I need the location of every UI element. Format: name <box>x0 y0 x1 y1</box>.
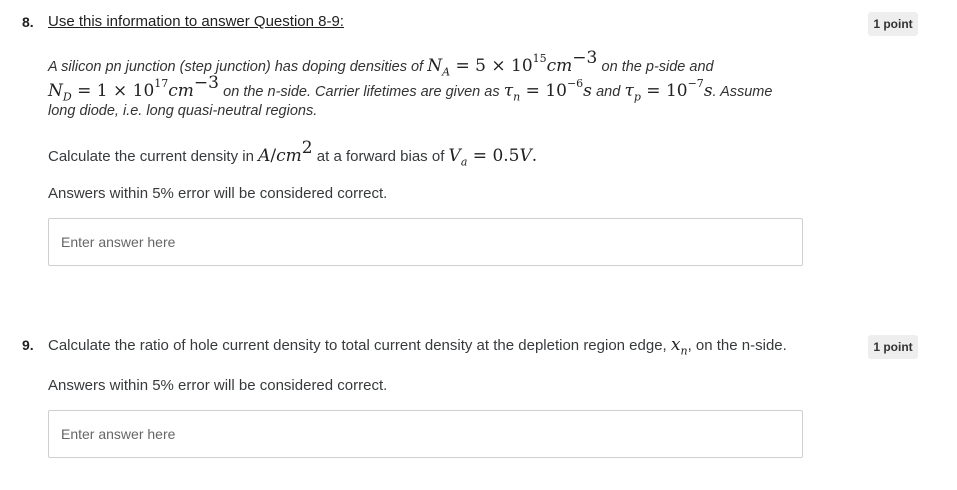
p2-text-b: and <box>596 84 621 100</box>
question-8-paragraph-line-3: long diode, i.e. long quasi-neutral regions. <box>48 103 318 119</box>
va-formula: $V_a$ <box>448 146 468 169</box>
question-8-number: 8. <box>22 14 34 30</box>
na-formula: $N_A$ <box>427 56 451 79</box>
p2-text-a: on the n-side. Carrier lifetimes are given as <box>223 84 500 100</box>
calc-text-a: Calculate the current density in <box>48 148 254 165</box>
question-8-paragraph-line-2: $N_D = 1 \times 10^{17}cm^{-3}$ on the n-side. Carrier lifetimes are given as $\tau_n = 10^{-6}s$ and $\tau_p = 10^{-7}s$. Assume <box>48 73 773 104</box>
question-8-answer-input[interactable] <box>48 218 803 266</box>
question-9-number: 9. <box>22 337 34 353</box>
tau-n-formula: $\tau_n$ <box>503 81 521 104</box>
question-9-points-badge: 1 point <box>868 335 918 359</box>
tau-p-formula: $\tau_p$ <box>624 81 641 104</box>
question-8-points-badge: 1 point <box>868 12 918 36</box>
question-9-tolerance: Answers within 5% error will be considered correct. <box>48 377 388 394</box>
p1-text-a: A silicon pn junction (step junction) has doping densities of <box>48 59 424 75</box>
nd-formula: $N_D$ <box>48 81 72 104</box>
calc-text-b: at a forward bias of <box>316 148 445 165</box>
p2-text-c: . Assume <box>712 84 773 100</box>
question-9-text <box>48 335 787 357</box>
question-8-tolerance: Answers within 5% error will be considered correct. <box>48 185 388 202</box>
question-8-calculate-line: Calculate the current density in $A/cm^2$ at a forward bias of $V_a = 0.5V$. <box>48 138 538 169</box>
xn-formula: $x_n$ <box>670 335 688 358</box>
question-8-paragraph-line-1: A silicon pn junction (step junction) has doping densities of $N_A = 5 \times 10^{15}cm^{-3}$ on the p-side and <box>48 48 714 79</box>
p1-text-b: on the p-side and <box>601 59 714 75</box>
question-8-lead: Use this information to answer Question 8-9: <box>48 13 344 30</box>
q9-text-b: , on the n-side. <box>687 337 787 354</box>
unit-formula: A <box>258 146 271 166</box>
question-9-answer-input[interactable] <box>48 410 803 458</box>
q9-text-a: Calculate the ratio of hole current density to total current density at the depletion region edge, <box>48 337 667 354</box>
